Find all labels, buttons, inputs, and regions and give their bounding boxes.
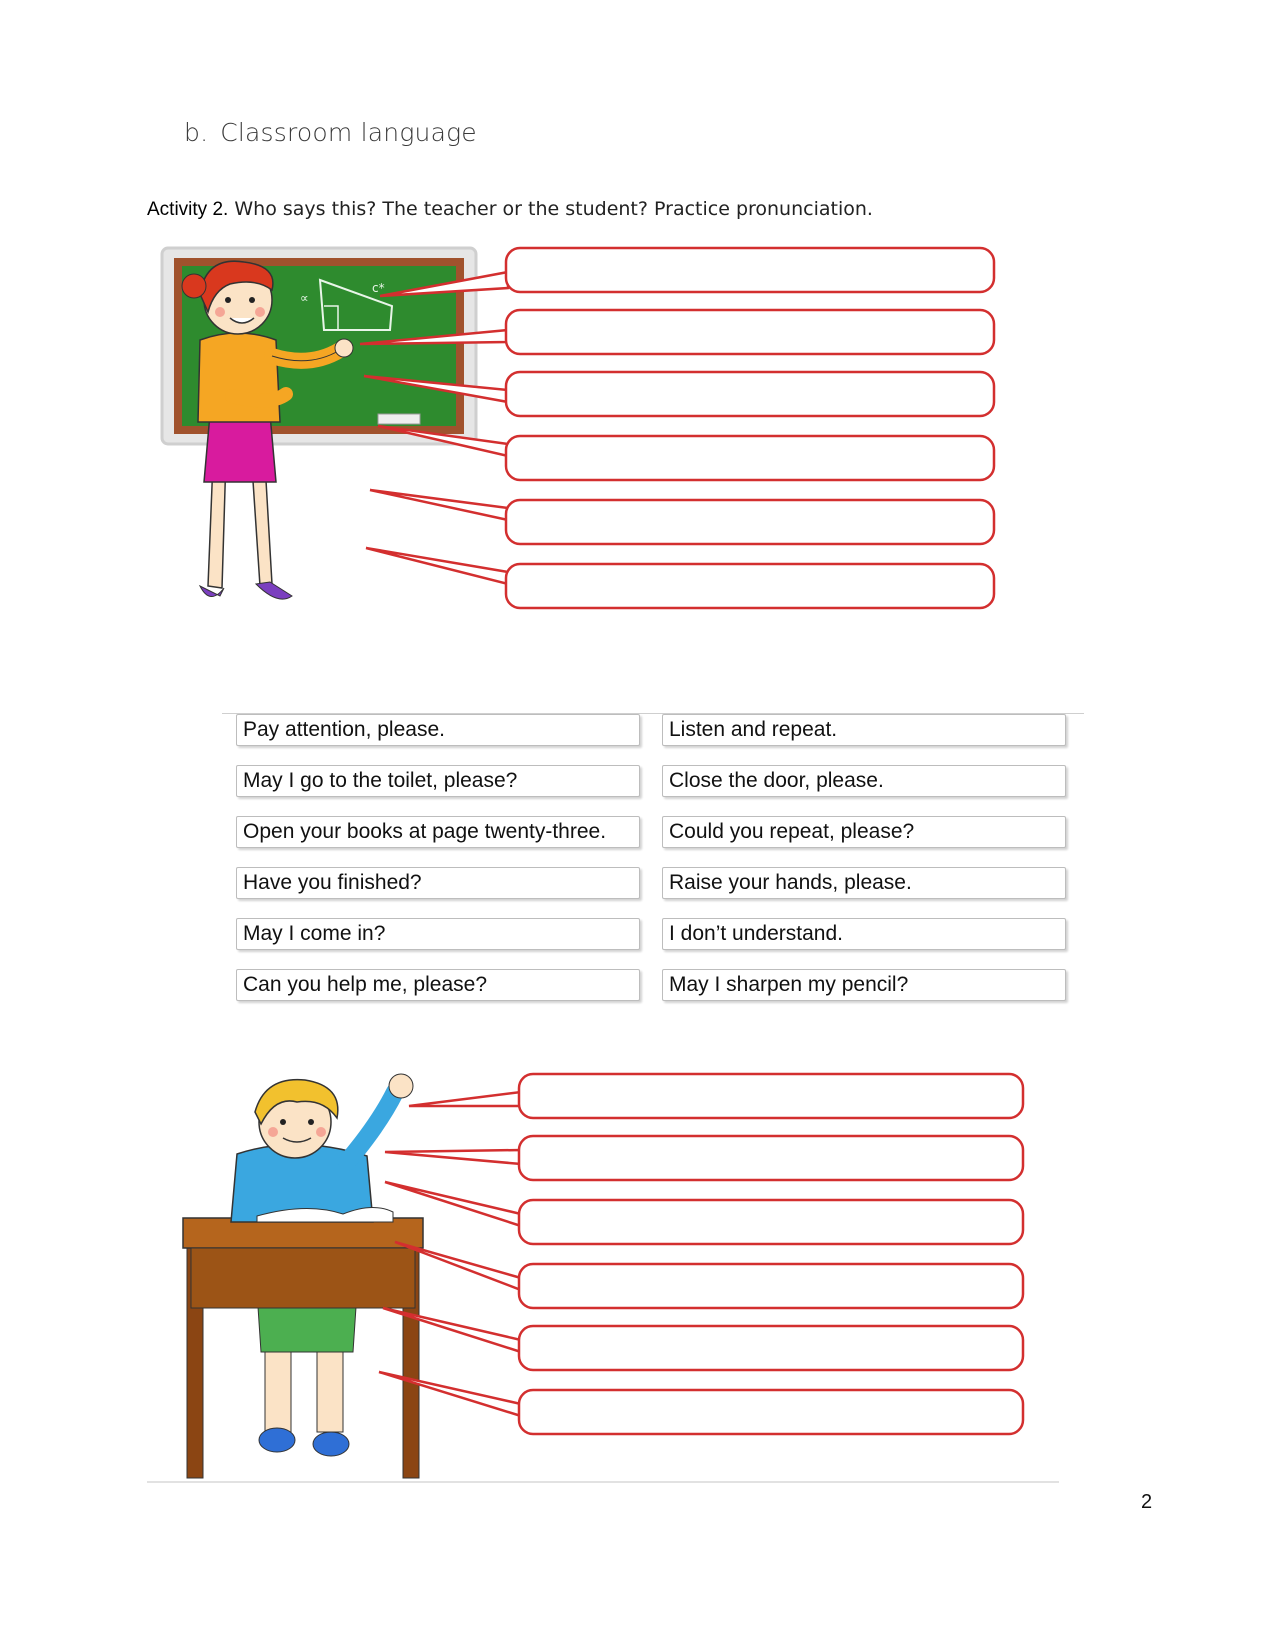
teacher-bubble-2 (506, 310, 994, 354)
student-bubble-1 (519, 1074, 1023, 1118)
phrase-card[interactable]: I don’t understand. (662, 918, 1066, 950)
student-bubble-2 (519, 1136, 1023, 1180)
student-bubble-6 (519, 1390, 1023, 1434)
activity-instruction (147, 198, 873, 221)
phrase-card[interactable]: Have you finished? (236, 867, 640, 899)
phrase-card[interactable]: Listen and repeat. (662, 714, 1066, 746)
activity-text: Who says this? The teacher or the student? Practice pronunciation. (234, 198, 873, 220)
student-illustration (147, 1072, 1072, 1484)
phrase-card[interactable]: Could you repeat, please? (662, 816, 1066, 848)
phrase-card[interactable]: Close the door, please. (662, 765, 1066, 797)
teacher-bubble-4 (506, 436, 994, 480)
student-figure (183, 1074, 423, 1478)
student-bubble-3 (519, 1200, 1023, 1244)
teacher-illustration (160, 246, 1070, 656)
phrase-card[interactable]: Raise your hands, please. (662, 867, 1066, 899)
svg-text:∝: ∝ (300, 291, 309, 305)
section-letter: b. (184, 118, 209, 147)
section-title: Classroom language (220, 118, 477, 147)
phrase-bank (222, 713, 1084, 1014)
activity-label: Activity 2. (147, 199, 229, 220)
teacher-bubble-5 (506, 500, 994, 544)
student-bubble-4 (519, 1264, 1023, 1308)
phrase-card[interactable]: Can you help me, please? (236, 969, 640, 1001)
phrase-card[interactable]: Open your books at page twenty-three. (236, 816, 640, 848)
section-heading (184, 118, 477, 147)
student-speech-bubbles (379, 1074, 1023, 1434)
phrase-card[interactable]: May I sharpen my pencil? (662, 969, 1066, 1001)
student-bubble-5 (519, 1326, 1023, 1370)
svg-text:c*: c* (372, 281, 385, 295)
teacher-bubble-1 (506, 248, 994, 292)
phrase-card[interactable]: May I go to the toilet, please? (236, 765, 640, 797)
phrase-card[interactable]: May I come in? (236, 918, 640, 950)
teacher-bubble-6 (506, 564, 994, 608)
page-number: 2 (1141, 1491, 1153, 1513)
phrase-card[interactable]: Pay attention, please. (236, 714, 640, 746)
teacher-bubble-3 (506, 372, 994, 416)
